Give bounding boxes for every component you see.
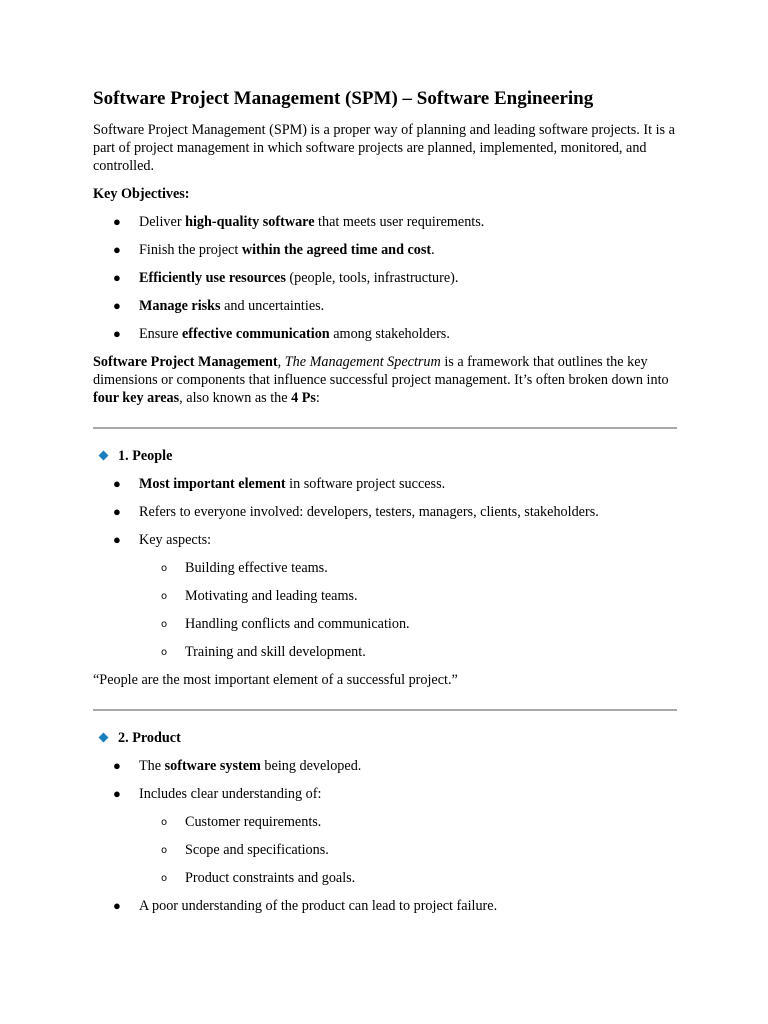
circle-bullet-icon: o	[161, 591, 168, 602]
sub-list-item: o Motivating and leading teams.	[161, 588, 358, 604]
circle-bullet-icon: o	[161, 619, 168, 630]
bullet-dot-icon: ●	[113, 758, 121, 773]
list-item: ● Manage risks and uncertainties.	[113, 298, 325, 314]
diamond-icon	[99, 451, 109, 461]
objectives-list	[93, 213, 677, 343]
bullet-dot-icon: ●	[113, 786, 121, 801]
people-list	[93, 475, 677, 661]
bullet-dot-icon: ●	[113, 298, 121, 313]
bullet-dot-icon: ●	[113, 326, 121, 341]
circle-bullet-icon: o	[161, 845, 168, 856]
objectives-label: Key Objectives:	[93, 186, 190, 202]
bullet-dot-icon: ●	[113, 214, 121, 229]
intro-paragraph: Software Project Management (SPM) is a proper way of planning and leading software projects. It is a part of project management in which software projects are planned, implemented, monitored, and controlled.	[93, 122, 675, 174]
circle-bullet-icon: o	[161, 873, 168, 884]
bullet-dot-icon: ●	[113, 476, 121, 491]
diamond-icon	[99, 733, 109, 743]
page-title: Software Project Management (SPM) – Software Engineering	[93, 88, 594, 109]
section-divider	[93, 709, 677, 711]
list-item: ● Finish the project within the agreed time and cost.	[113, 242, 435, 258]
sub-list-item: o Customer requirements.	[161, 814, 322, 830]
list-item: ● Efficiently use resources (people, tools, infrastructure).	[113, 270, 459, 286]
sub-list-item: o Scope and specifications.	[161, 842, 329, 858]
spectrum-paragraph: Software Project Management, The Management Spectrum is a framework that outlines the key dimensions or components that influence successful project management. It’s often broken down into four key areas, also known as the 4 Ps:	[93, 354, 669, 406]
bullet-dot-icon: ●	[113, 532, 121, 547]
list-item: ● Key aspects: o Building effective teams. o Motivating and leading teams. o Handling conflicts and communication. o Training and skill development.	[93, 531, 677, 661]
document-page	[93, 86, 677, 925]
people-quote: “People are the most important element of a successful project.”	[93, 672, 458, 688]
bullet-dot-icon: ●	[113, 242, 121, 257]
sub-list-item: o Product constraints and goals.	[161, 870, 356, 886]
list-item: ● Ensure effective communication among stakeholders.	[113, 326, 450, 342]
bullet-dot-icon: ●	[113, 504, 121, 519]
list-item: ● Refers to everyone involved: developers, testers, managers, clients, stakeholders.	[113, 504, 599, 520]
section-divider	[93, 427, 677, 429]
list-item: ● Includes clear understanding of: o Customer requirements. o Scope and specifications. o Product constraints and goals.	[93, 785, 677, 887]
section-heading-people: 1. People	[93, 447, 677, 465]
list-item: ● A poor understanding of the product can lead to project failure.	[113, 898, 498, 914]
people-aspects-list	[139, 559, 677, 661]
section-heading-product: 2. Product	[93, 729, 677, 747]
bullet-dot-icon: ●	[113, 898, 121, 913]
sub-list-item: o Building effective teams.	[161, 560, 328, 576]
circle-bullet-icon: o	[161, 647, 168, 658]
product-understanding-list	[139, 813, 677, 887]
list-item: ● Deliver high-quality software that meets user requirements.	[113, 214, 485, 230]
sub-list-item: o Training and skill development.	[161, 644, 366, 660]
list-item: ● The software system being developed.	[113, 758, 362, 774]
circle-bullet-icon: o	[161, 563, 168, 574]
product-list	[93, 757, 677, 915]
bullet-dot-icon: ●	[113, 270, 121, 285]
sub-list-item: o Handling conflicts and communication.	[161, 616, 410, 632]
list-item: ● Most important element in software project success.	[113, 476, 446, 492]
circle-bullet-icon: o	[161, 817, 168, 828]
